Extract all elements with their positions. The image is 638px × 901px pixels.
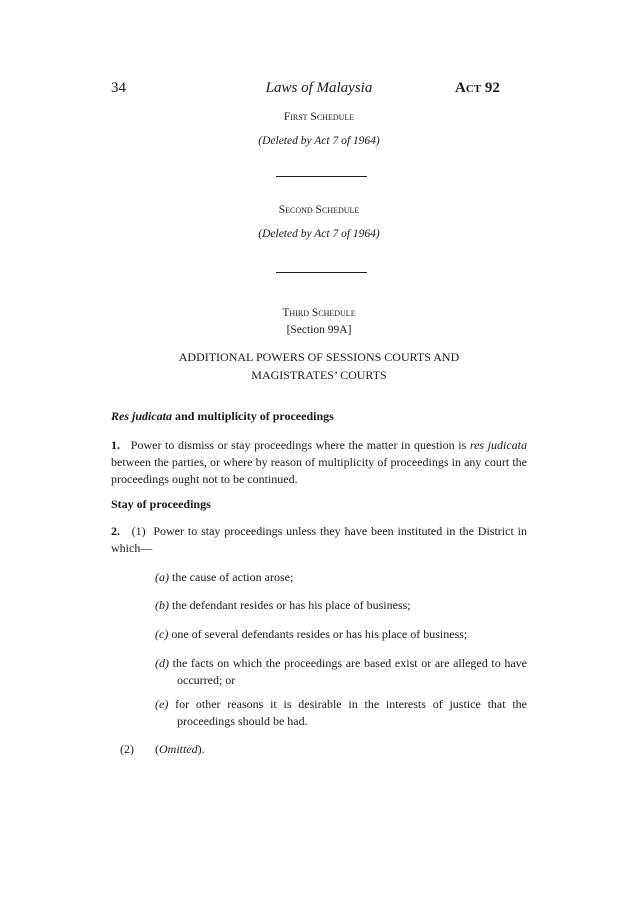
section-1-text-b: between the parties, or where by reason of multiplicity of proceedings in any court the proceedings ought not to be continued. — [111, 455, 527, 486]
section-2-subsection-1-label: (1) — [131, 524, 146, 538]
list-item — [155, 569, 527, 586]
section-2-paragraph — [111, 523, 527, 557]
section-1-paragraph — [111, 437, 527, 488]
second-schedule-note: (Deleted by Act 7 of 1964) — [258, 228, 380, 240]
section-2-subsection-2-label: (2) — [120, 742, 134, 756]
act-number: Act 92 — [455, 80, 500, 96]
third-schedule-heading: Third Schedule — [282, 307, 356, 319]
section-2-number: 2. — [111, 524, 120, 538]
running-title: Laws of Malaysia — [265, 80, 373, 96]
section-1-text-a: Power to dismiss or stay proceedings where the matter in question is — [130, 438, 470, 452]
item-c-label: (c) — [155, 627, 169, 641]
section-1-heading — [111, 409, 531, 424]
omitted-text: Omitted — [159, 742, 198, 756]
page-number: 34 — [111, 80, 126, 96]
section-1-heading-rest: and multiplicity of proceedings — [172, 409, 334, 423]
third-schedule-title-line2: MAGISTRATES’ COURTS — [251, 368, 387, 382]
third-schedule-title-line1: ADDITIONAL POWERS OF SESSIONS COURTS AND — [178, 350, 460, 364]
third-schedule-reference: [Section 99A] — [286, 324, 352, 336]
first-schedule-heading: First Schedule — [283, 111, 355, 123]
item-a-label: (a) — [155, 570, 169, 584]
list-item — [155, 626, 527, 643]
section-1-text-italic: res judicata — [469, 438, 527, 452]
item-d-text: the facts on which the proceedings are based exist or are alleged to have occurred; or — [172, 656, 527, 687]
item-b-label: (b) — [155, 598, 169, 612]
section-1-number: 1. — [111, 438, 120, 452]
list-item — [155, 597, 527, 614]
second-schedule-heading: Second Schedule — [278, 204, 360, 216]
section-2-subsection-2-text: (Omitted). — [155, 742, 205, 756]
section-2-text: Power to stay proceedings unless they have been instituted in the District in which— — [111, 524, 528, 555]
item-e-text: for other reasons it is desirable in the interests of justice that the proceedings should be had. — [175, 697, 527, 728]
divider-rule — [276, 176, 367, 177]
section-1-heading-italic: Res judicata — [111, 409, 173, 423]
list-item — [155, 696, 527, 730]
item-d-label: (d) — [155, 656, 169, 670]
item-a-text: the cause of action arose; — [172, 570, 294, 584]
item-c-text: one of several defendants resides or has his place of business; — [171, 627, 468, 641]
section-2-heading: Stay of proceedings — [111, 497, 211, 511]
item-b-text: the defendant resides or has his place of business; — [172, 598, 411, 612]
list-item — [155, 655, 527, 689]
first-schedule-note: (Deleted by Act 7 of 1964) — [258, 135, 380, 147]
item-e-label: (e) — [155, 697, 169, 711]
divider-rule — [276, 272, 367, 273]
